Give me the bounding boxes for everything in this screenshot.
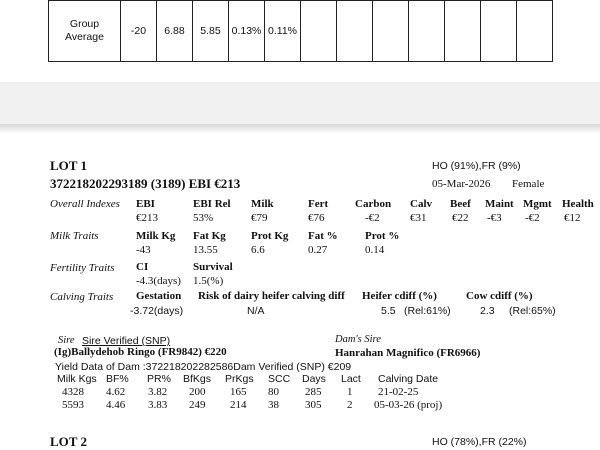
overall-value: 53% (193, 212, 214, 224)
overall-header: Maint (485, 198, 514, 210)
yield-cell: 249 (189, 399, 206, 411)
page-edge-shadow (0, 124, 600, 134)
table-cell: 6.88 (157, 1, 193, 62)
yield-cell: 214 (230, 399, 247, 411)
heifer-cdiff-rel: (Rel:61%) (404, 305, 451, 317)
group-average-row (49, 1, 553, 62)
yield-cell: 3.83 (148, 399, 168, 411)
dam-yield-line: Yield Data of Dam :372218202282586Dam Verified (SNP) €209 (55, 361, 352, 373)
fertility-header: Survival (193, 261, 233, 273)
calving-traits-label: Calving Traits (50, 291, 114, 303)
milk-value: 0.27 (308, 244, 328, 256)
milk-value: -43 (136, 244, 151, 256)
yield-header: PrKgs (225, 373, 254, 385)
yield-cell: 4.62 (106, 386, 126, 398)
overall-value: -€2 (365, 212, 380, 224)
table-cell: 0.11% (265, 1, 301, 62)
dams-sire-label: Dam's Sire (335, 334, 381, 345)
empty-cell (373, 1, 409, 62)
lot2-breed: HO (78%),FR (22%) (432, 436, 527, 448)
yield-cell: 305 (305, 399, 322, 411)
heifer-cdiff-value: 5.5 (381, 305, 396, 317)
overall-header: Milk (251, 198, 274, 210)
overall-header: Mgmt (523, 198, 552, 210)
yield-cell: 1 (347, 386, 353, 398)
milk-value: 6.6 (251, 244, 265, 256)
overall-header: EBI Rel (193, 198, 231, 210)
yield-cell: 5593 (62, 399, 84, 411)
group-average-label: Group Average (49, 1, 121, 62)
empty-cell (409, 1, 445, 62)
yield-cell: 165 (230, 386, 247, 398)
overall-value: €213 (136, 212, 158, 224)
yield-cell: 4328 (62, 386, 84, 398)
lot1-sex: Female (512, 178, 545, 190)
overall-header: Health (562, 198, 594, 210)
fertility-value: 1.5(%) (193, 275, 224, 287)
cow-cdiff-rel: (Rel:65%) (509, 305, 556, 317)
empty-cell (301, 1, 337, 62)
empty-cell (517, 1, 553, 62)
yield-header: Milk Kgs (57, 373, 97, 385)
table-cell: -20 (121, 1, 157, 62)
yield-header: Calving Date (378, 373, 439, 385)
milk-value: 0.14 (365, 244, 385, 256)
milk-header: Milk Kg (136, 230, 176, 242)
calving-header: Heifer cdiff (%) (362, 290, 437, 302)
overall-header: Carbon (355, 198, 392, 210)
yield-header: SCC (268, 373, 291, 385)
gestation-value: -3.72(days) (130, 305, 184, 317)
overall-header: EBI (136, 198, 155, 210)
calving-header: Cow cdiff (%) (466, 290, 533, 302)
overall-value: €31 (410, 212, 427, 224)
yield-cell: 05-03-26 (proj) (374, 399, 443, 411)
page-gap (0, 82, 600, 126)
milk-header: Fat Kg (193, 230, 226, 242)
yield-cell: 3.82 (148, 386, 168, 398)
overall-header: Fert (308, 198, 329, 210)
yield-header: Days (302, 373, 326, 385)
dams-sire-name: Hanrahan Magnifico (FR6966) (335, 347, 481, 359)
yield-cell: 21-02-25 (378, 386, 419, 398)
milk-value: 13.55 (193, 244, 218, 256)
table-cell: 5.85 (193, 1, 229, 62)
milk-traits-label: Milk Traits (50, 230, 99, 242)
lot1-breed: HO (91%),FR (9%) (432, 160, 521, 172)
yield-header: BfKgs (183, 373, 212, 385)
milk-header: Prot Kg (251, 230, 289, 242)
yield-cell: 38 (268, 399, 279, 411)
overall-value: €12 (564, 212, 581, 224)
table-cell: 0.13% (229, 1, 265, 62)
fertility-header: CI (136, 261, 149, 273)
overall-value: €79 (251, 212, 268, 224)
overall-value: €76 (308, 212, 325, 224)
overall-value: €22 (452, 212, 469, 224)
lot1-date: 05-Mar-2026 (432, 178, 491, 190)
lot2-title: LOT 2 (50, 434, 87, 449)
lot1-id-ebi: 372218202293189 (3189) EBI €213 (50, 176, 241, 191)
yield-header: Lact (341, 373, 361, 385)
previous-page (0, 0, 600, 82)
fertility-value: -4.3(days) (136, 275, 181, 287)
risk-value: N/A (247, 305, 265, 317)
overall-value: -€3 (487, 212, 502, 224)
cow-cdiff-value: 2.3 (480, 305, 495, 317)
overall-header: Beef (450, 198, 471, 210)
sire-verified-link[interactable]: Sire Verified (SNP) (82, 335, 171, 347)
milk-header: Fat % (308, 230, 338, 242)
calving-header: Risk of dairy heifer calving diff (198, 290, 345, 302)
yield-header: PR% (147, 373, 171, 385)
calving-header: Gestation (136, 290, 182, 302)
empty-cell (445, 1, 481, 62)
sire-label: Sire (58, 335, 75, 346)
fertility-traits-label: Fertility Traits (50, 262, 115, 274)
overall-header: Calv (410, 198, 432, 210)
yield-cell: 80 (268, 386, 279, 398)
group-average-table (48, 0, 553, 62)
empty-cell (481, 1, 517, 62)
yield-cell: 200 (189, 386, 206, 398)
yield-header: BF% (106, 373, 129, 385)
overall-value: -€2 (525, 212, 540, 224)
lot1-title: LOT 1 (50, 158, 87, 173)
yield-cell: 2 (347, 399, 353, 411)
sire-name: (Ig)Ballydehob Ringo (FR9842) €220 (54, 346, 227, 358)
yield-cell: 285 (305, 386, 322, 398)
yield-cell: 4.46 (106, 399, 126, 411)
milk-header: Prot % (365, 230, 400, 242)
overall-indexes-label: Overall Indexes (50, 198, 120, 210)
empty-cell (337, 1, 373, 62)
